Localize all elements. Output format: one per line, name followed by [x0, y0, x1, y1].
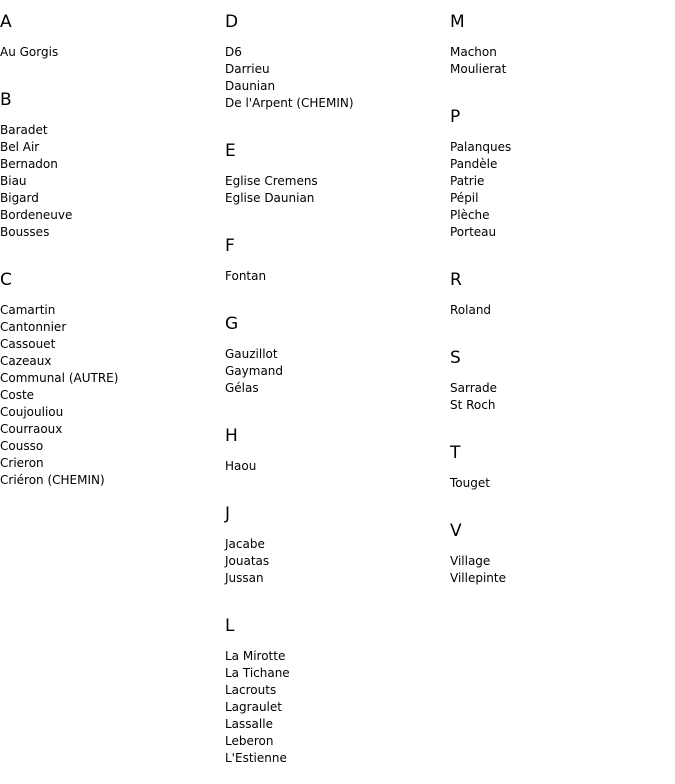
letter-heading: J [225, 504, 231, 524]
letter-heading: B [0, 90, 12, 110]
entry-list [225, 346, 445, 397]
entry-list [225, 44, 445, 112]
street-entry: La Mirotte [225, 649, 286, 663]
letter-group-g [225, 302, 445, 397]
letter-heading: R [450, 270, 462, 290]
letter-heading: E [225, 141, 236, 161]
entry-list [450, 139, 670, 241]
letter-group-l [225, 604, 445, 767]
street-entry: Roland [450, 303, 492, 317]
letter-heading: S [450, 348, 461, 368]
letter-group-s [450, 336, 670, 414]
street-entry: Coste [0, 388, 35, 402]
street-entry: Criéron (CHEMIN) [0, 473, 105, 487]
entry-list [450, 475, 670, 492]
street-entry: Sarrade [450, 381, 497, 395]
street-entry: Gauzillot [225, 347, 278, 361]
letter-heading: H [225, 426, 238, 446]
street-entry: Gaymand [225, 364, 284, 378]
letter-heading: A [0, 12, 12, 32]
street-entry: Camartin [0, 303, 56, 317]
street-entry: Crieron [0, 456, 44, 470]
street-entry: Bernadon [0, 157, 58, 171]
letter-group-h [225, 414, 445, 475]
letter-group-j [225, 492, 445, 587]
entry-list [450, 380, 670, 414]
letter-heading: V [450, 521, 462, 541]
street-entry: Gélas [225, 381, 259, 395]
letter-heading: C [0, 270, 12, 290]
street-entry: D6 [225, 45, 242, 59]
letter-heading: M [450, 12, 465, 32]
street-entry: Bel Air [0, 140, 40, 154]
letter-heading: L [225, 616, 235, 636]
entry-list [0, 302, 220, 489]
letter-group-f [225, 224, 445, 285]
street-entry: Village [450, 554, 491, 568]
street-entry: St Roch [450, 398, 496, 412]
street-entry: Bordeneuve [0, 208, 73, 222]
street-entry: Bousses [0, 225, 50, 239]
street-entry: Cousso [0, 439, 44, 453]
street-entry: Daunian [225, 79, 276, 93]
entry-list [450, 44, 670, 78]
street-entry: Jussan [225, 571, 264, 585]
street-entry: Eglise Daunian [225, 191, 315, 205]
street-entry: Coujouliou [0, 405, 64, 419]
street-entry: L'Estienne [225, 751, 287, 765]
entry-list [225, 173, 445, 207]
letter-heading: P [450, 107, 461, 127]
street-entry: Darrieu [225, 62, 270, 76]
street-entry: Lacrouts [225, 683, 277, 697]
letter-group-e [225, 129, 445, 207]
street-entry: Villepinte [450, 571, 506, 585]
street-entry: Lassalle [225, 717, 273, 731]
street-entry: Baradet [0, 123, 48, 137]
street-entry: Au Gorgis [0, 45, 59, 59]
street-entry: Cantonnier [0, 320, 67, 334]
street-entry: Bigard [0, 191, 39, 205]
entry-list [225, 536, 445, 587]
street-entry: Cassouet [0, 337, 56, 351]
letter-heading: D [225, 12, 239, 32]
letter-heading: G [225, 314, 239, 334]
index-column-1 [0, 0, 220, 506]
index-column-3 [450, 0, 670, 604]
entry-list [225, 458, 445, 475]
letter-heading: T [450, 443, 461, 463]
street-entry: De l'Arpent (CHEMIN) [225, 96, 354, 110]
street-entry: Patrie [450, 174, 485, 188]
street-entry: Courraoux [0, 422, 63, 436]
street-entry: Haou [225, 459, 257, 473]
letter-heading: F [225, 236, 235, 256]
street-entry: Jouatas [225, 554, 270, 568]
street-entry: Fontan [225, 269, 267, 283]
street-entry: Lagraulet [225, 700, 282, 714]
street-entry: Palanques [450, 140, 512, 154]
street-entry: Leberon [225, 734, 274, 748]
street-entry: Machon [450, 45, 497, 59]
entry-list [450, 553, 670, 587]
entry-list [225, 648, 445, 767]
entry-list [0, 122, 220, 241]
letter-group-r [450, 258, 670, 319]
street-entry: Touget [450, 476, 490, 490]
entry-list [0, 44, 220, 61]
street-entry: Pandèle [450, 157, 498, 171]
street-entry: Jacabe [225, 537, 265, 551]
street-entry: Moulierat [450, 62, 507, 76]
index-column-2 [225, 0, 445, 784]
street-entry: Eglise Cremens [225, 174, 318, 188]
letter-group-v [450, 509, 670, 587]
street-entry: Communal (AUTRE) [0, 371, 119, 385]
letter-group-b [0, 78, 220, 241]
letter-group-m [450, 0, 670, 78]
street-entry: Biau [0, 174, 27, 188]
letter-group-c [0, 258, 220, 489]
street-entry: Porteau [450, 225, 497, 239]
street-entry: Cazeaux [0, 354, 52, 368]
letter-group-t [450, 431, 670, 492]
entry-list [225, 268, 445, 285]
street-entry: Plèche [450, 208, 490, 222]
letter-group-p [450, 95, 670, 241]
street-entry: La Tichane [225, 666, 290, 680]
letter-group-a [0, 0, 220, 61]
letter-group-d [225, 0, 445, 112]
street-entry: Pépil [450, 191, 479, 205]
entry-list [450, 302, 670, 319]
